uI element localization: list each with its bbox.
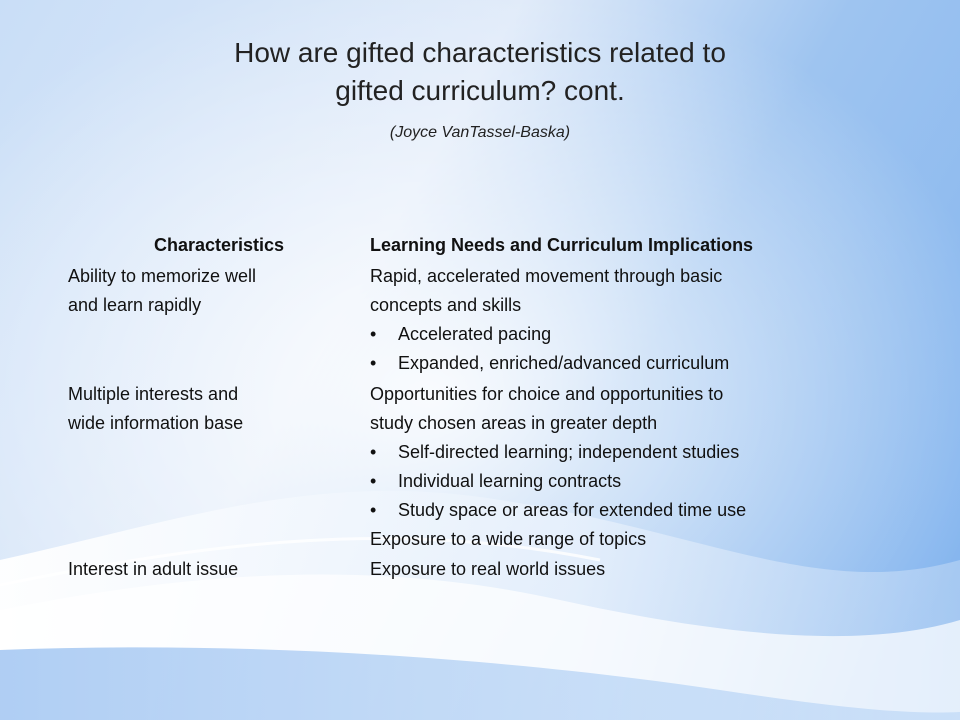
slide-subtitle: (Joyce VanTassel-Baska) <box>389 124 571 141</box>
implication-cell <box>370 380 898 554</box>
cell-text: concepts and skills <box>370 295 522 315</box>
bullet-icon: • <box>370 324 377 344</box>
cell-text: Rapid, accelerated movement through basic <box>370 266 723 286</box>
table-row <box>68 262 898 378</box>
cell-text: Exposure to real world issues <box>370 559 606 579</box>
cell-text: Exposure to a wide range of topics <box>370 529 647 549</box>
bullet-icon: • <box>370 442 377 462</box>
cell-text: Multiple interests and <box>68 384 239 404</box>
title-line: How are gifted characteristics related to <box>234 37 726 68</box>
implication-cell <box>370 555 898 584</box>
bullet-icon: • <box>370 353 377 373</box>
bullet-item <box>370 496 898 525</box>
cell-text: Ability to memorize well <box>68 266 257 286</box>
table-row <box>68 555 898 584</box>
bullet-icon: • <box>370 471 377 491</box>
bullet-item <box>370 349 898 378</box>
cell-text: and learn rapidly <box>68 295 202 315</box>
table-row <box>68 380 898 554</box>
bullet-icon: • <box>370 500 377 520</box>
cell-text: study chosen areas in greater depth <box>370 413 658 433</box>
bullet-text: Expanded, enriched/advanced curriculum <box>398 353 730 373</box>
table-header <box>68 231 898 260</box>
cell-text: Interest in adult issue <box>68 559 239 579</box>
bullet-text: Individual learning contracts <box>398 471 622 491</box>
cell-text: Opportunities for choice and opportunities to <box>370 384 724 404</box>
curriculum-table <box>68 231 898 584</box>
implication-cell <box>370 262 898 378</box>
bullet-text: Accelerated pacing <box>398 324 552 344</box>
characteristic-cell <box>68 380 370 554</box>
column-header-implications: Learning Needs and Curriculum Implications <box>370 235 754 255</box>
slide-title <box>120 34 840 110</box>
title-line: gifted curriculum? cont. <box>335 75 625 106</box>
cell-text: wide information base <box>68 413 244 433</box>
bullet-item <box>370 438 898 467</box>
column-header-characteristics: Characteristics <box>153 235 285 255</box>
bullet-text: Self-directed learning; independent studies <box>398 442 740 462</box>
bullet-text: Study space or areas for extended time use <box>398 500 747 520</box>
bullet-item <box>370 320 898 349</box>
bullet-item <box>370 467 898 496</box>
characteristic-cell <box>68 555 370 584</box>
characteristic-cell <box>68 262 370 378</box>
